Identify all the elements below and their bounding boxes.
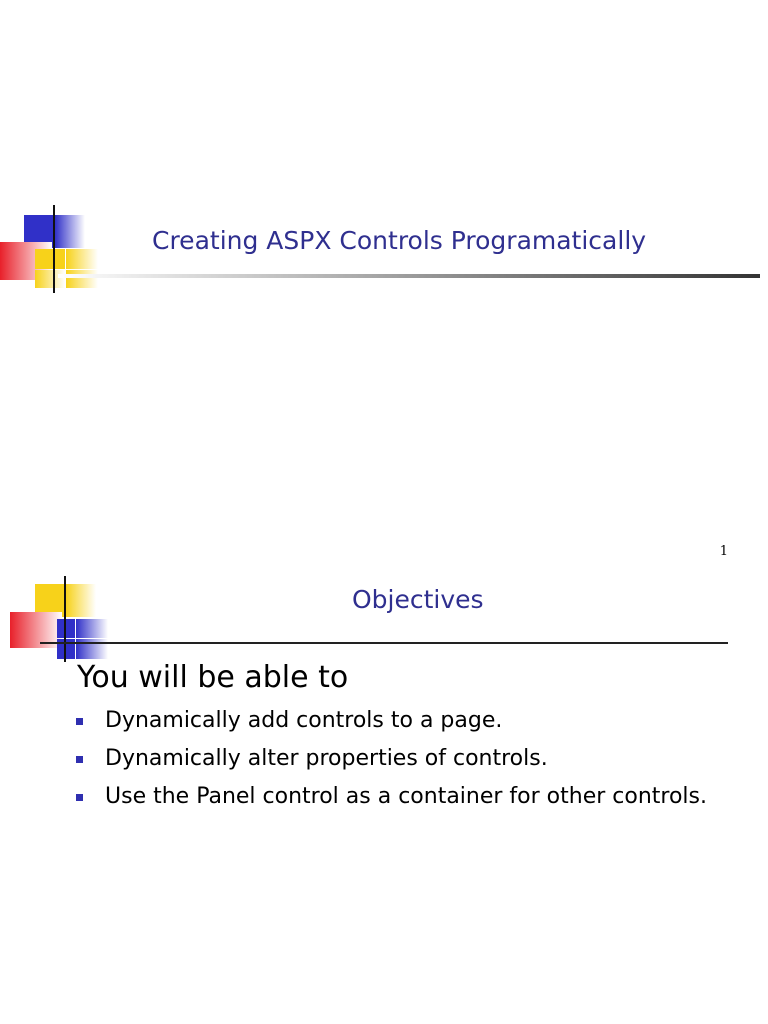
list-item xyxy=(76,782,707,820)
subheading: You will be able to xyxy=(77,660,349,695)
list-item xyxy=(76,744,707,782)
bullet-text: Dynamically alter properties of controls. xyxy=(105,746,548,771)
objectives-slide xyxy=(0,540,768,1024)
list-item xyxy=(76,706,707,744)
title-divider xyxy=(58,274,760,278)
bullet-text: Dynamically add controls to a page. xyxy=(105,708,503,733)
bullet-text: Use the Panel control as a container for other controls. xyxy=(105,784,707,809)
page-number: 1 xyxy=(719,544,728,559)
slide-title: Objectives xyxy=(352,585,484,614)
bullet-square-icon xyxy=(76,794,83,801)
title-divider xyxy=(40,642,728,644)
objectives-list xyxy=(76,706,707,820)
slide-title: Creating ASPX Controls Programatically xyxy=(152,226,647,255)
color-blocks-logo-icon xyxy=(10,576,110,666)
color-blocks-logo-icon xyxy=(0,205,100,295)
bullet-square-icon xyxy=(76,756,83,763)
bullet-square-icon xyxy=(76,718,83,725)
